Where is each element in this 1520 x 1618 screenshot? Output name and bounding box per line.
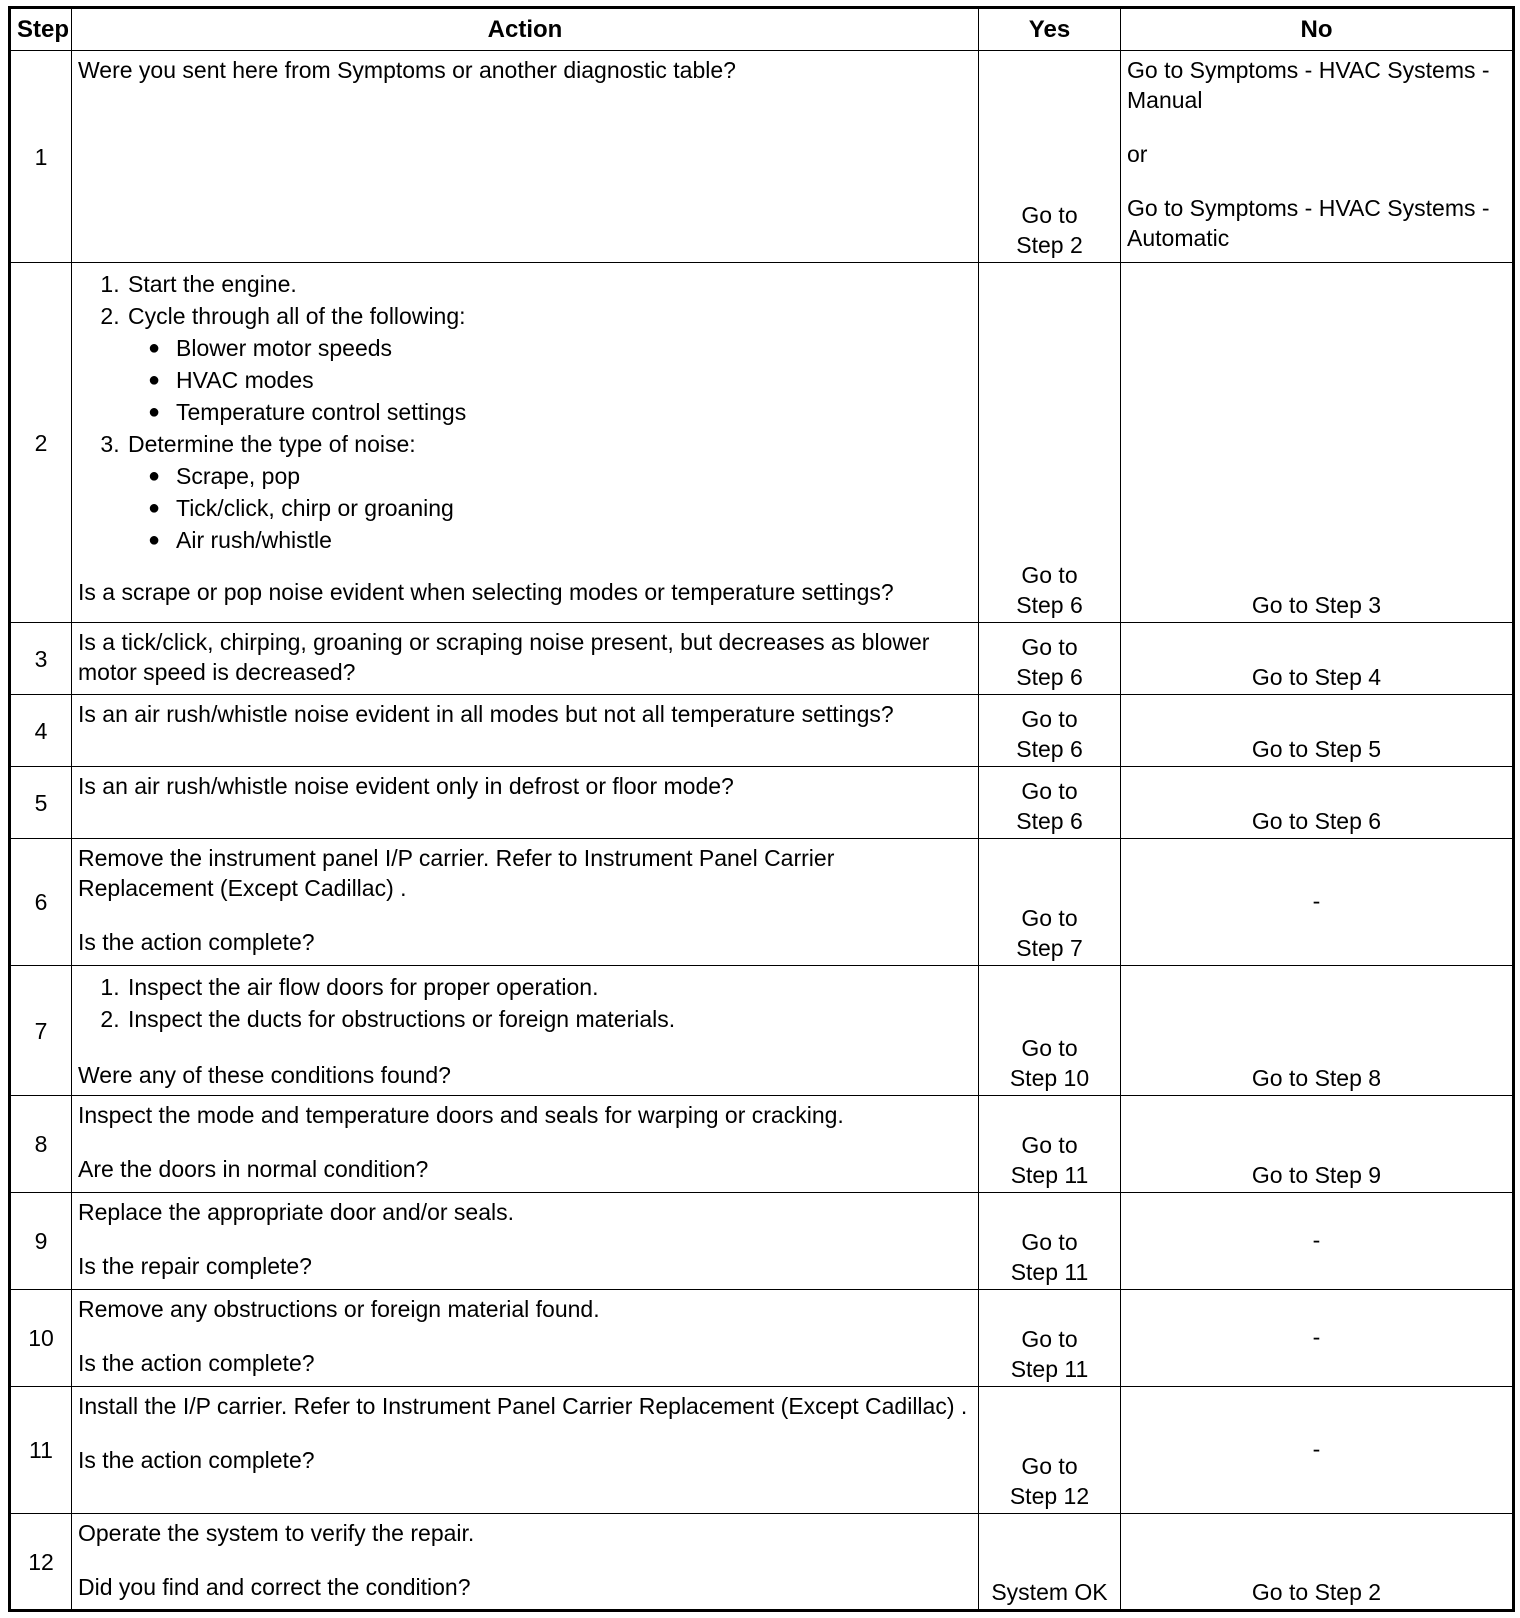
table-row: [10, 1514, 1514, 1611]
no-cell: [1121, 51, 1514, 263]
header-no: No: [1121, 8, 1514, 51]
step-number: 6: [10, 839, 72, 966]
yes-cell: [979, 1290, 1121, 1387]
action-question: Did you find and correct the condition?: [78, 1574, 471, 1600]
step-number: 5: [10, 767, 72, 839]
no-cell: Go to Step 6: [1121, 767, 1514, 839]
bullet-list: [128, 461, 972, 555]
yes-line: Step 7: [1016, 935, 1083, 961]
bullet-list: [128, 333, 972, 427]
yes-line: Step 6: [1016, 592, 1083, 618]
table-row: [10, 1387, 1514, 1514]
step-number: 12: [10, 1514, 72, 1611]
yes-line: Step 11: [1010, 1356, 1089, 1382]
action-cell: [72, 1514, 979, 1611]
action-question: Is a scrape or pop noise evident when selecting modes or temperature settings?: [78, 579, 894, 605]
action-cell: [72, 695, 979, 767]
action-cell: [72, 767, 979, 839]
step-number: 8: [10, 1096, 72, 1193]
action-cell: [72, 966, 979, 1096]
yes-line: Go to: [1021, 202, 1078, 228]
yes-line: Step 11: [1010, 1259, 1089, 1285]
yes-line: Go to: [1021, 778, 1078, 804]
action-text: Inspect the mode and temperature doors and seals for warping or cracking.: [78, 1102, 844, 1128]
yes-cell: [979, 623, 1121, 695]
table-row: [10, 839, 1514, 966]
yes-line: Step 6: [1016, 664, 1083, 690]
no-cell: -: [1121, 1193, 1514, 1290]
no-cell: Go to Step 9: [1121, 1096, 1514, 1193]
yes-cell: [979, 263, 1121, 623]
table-row: [10, 767, 1514, 839]
step-number: 1: [10, 51, 72, 263]
yes-line: Go to: [1021, 1453, 1078, 1479]
bullet-item: ● Temperature control settings: [176, 397, 972, 427]
action-step: 2. Cycle through all of the following: ● Blower motor speeds ● HVAC modes ● Temperature control settings: [126, 301, 972, 427]
no-cell: Go to Step 5: [1121, 695, 1514, 767]
yes-line: Go to: [1021, 634, 1078, 660]
table-row: [10, 1290, 1514, 1387]
bullet-item: ● Tick/click, chirp or groaning: [176, 493, 972, 523]
bullet-item: ● Blower motor speeds: [176, 333, 972, 363]
action-cell: [72, 839, 979, 966]
yes-line: Go to: [1021, 562, 1078, 588]
yes-line: Step 2: [1016, 232, 1083, 258]
yes-line: Step 12: [1009, 1483, 1090, 1509]
action-text: Is an air rush/whistle noise evident in all modes but not all temperature settings?: [78, 701, 894, 727]
action-step: 1. Inspect the air flow doors for proper operation.: [126, 972, 972, 1002]
step-number: 10: [10, 1290, 72, 1387]
yes-line: Go to: [1021, 706, 1078, 732]
action-step: 1. Start the engine.: [126, 269, 972, 299]
table-row: [10, 966, 1514, 1096]
yes-cell: [979, 1193, 1121, 1290]
step-number: 3: [10, 623, 72, 695]
action-step: 2. Inspect the ducts for obstructions or foreign materials.: [126, 1004, 972, 1034]
action-text: Operate the system to verify the repair.: [78, 1520, 475, 1546]
action-cell: [72, 623, 979, 695]
yes-line: Go to: [1021, 1229, 1078, 1255]
bullet-item: ● Air rush/whistle: [176, 525, 972, 555]
action-cell: [72, 263, 979, 623]
action-question: Is the action complete?: [78, 929, 315, 955]
no-cell: -: [1121, 1387, 1514, 1514]
yes-cell: [979, 767, 1121, 839]
action-steps: [78, 972, 972, 1034]
bullet-item: ● Scrape, pop: [176, 461, 972, 491]
table-row: [10, 51, 1514, 263]
action-cell: [72, 1290, 979, 1387]
action-question: Is the repair complete?: [78, 1253, 312, 1279]
no-or: or: [1127, 141, 1148, 167]
action-text: Is an air rush/whistle noise evident only in defrost or floor mode?: [78, 773, 734, 799]
action-text: Install the I/P carrier. Refer to Instrument Panel Carrier Replacement (Except Cadillac) .: [78, 1393, 968, 1419]
action-cell: [72, 1193, 979, 1290]
action-question: Is the action complete?: [78, 1447, 315, 1473]
action-text: Replace the appropriate door and/or seals.: [78, 1199, 515, 1225]
step-number: 11: [10, 1387, 72, 1514]
step-number: 9: [10, 1193, 72, 1290]
yes-line: Step 10: [1009, 1065, 1090, 1091]
header-action: Action: [72, 8, 979, 51]
action-text: Remove any obstructions or foreign material found.: [78, 1296, 600, 1322]
action-question: Are the doors in normal condition?: [78, 1156, 429, 1182]
no-cell: Go to Step 4: [1121, 623, 1514, 695]
header-yes: Yes: [979, 8, 1121, 51]
step-number: 4: [10, 695, 72, 767]
no-option: Go to Symptoms - HVAC Systems - Automatic: [1127, 195, 1490, 251]
diagnostic-table: [8, 6, 1515, 1612]
action-cell: [72, 1096, 979, 1193]
yes-cell: [979, 695, 1121, 767]
action-cell: [72, 1387, 979, 1514]
yes-line: Go to: [1021, 905, 1078, 931]
no-cell: Go to Step 8: [1121, 966, 1514, 1096]
yes-line: Step 6: [1016, 808, 1083, 834]
yes-line: Step 6: [1016, 736, 1083, 762]
yes-line: Go to: [1021, 1035, 1078, 1061]
action-question: Were any of these conditions found?: [78, 1062, 451, 1088]
header-row: [10, 8, 1514, 51]
yes-line: Go to: [1021, 1132, 1078, 1158]
step-number: 7: [10, 966, 72, 1096]
no-cell: -: [1121, 1290, 1514, 1387]
action-question: Is the action complete?: [78, 1350, 315, 1376]
action-step: 3. Determine the type of noise: ● Scrape, pop ● Tick/click, chirp or groaning ● Air rush/whistle: [126, 429, 972, 555]
yes-cell: [979, 839, 1121, 966]
yes-line: System OK: [991, 1579, 1108, 1605]
yes-cell: [979, 1096, 1121, 1193]
table-row: [10, 1193, 1514, 1290]
action-text: Remove the instrument panel I/P carrier. Refer to Instrument Panel Carrier Replacement (Except Cadillac) .: [78, 845, 835, 901]
table-row: [10, 263, 1514, 623]
no-option: Go to Symptoms - HVAC Systems - Manual: [1127, 57, 1490, 113]
table-row: [10, 695, 1514, 767]
yes-cell: [979, 1514, 1121, 1611]
no-cell: Go to Step 2: [1121, 1514, 1514, 1611]
yes-cell: [979, 966, 1121, 1096]
yes-cell: [979, 51, 1121, 263]
yes-cell: [979, 1387, 1121, 1514]
action-cell: [72, 51, 979, 263]
no-cell: Go to Step 3: [1121, 263, 1514, 623]
yes-line: Step 11: [1010, 1162, 1089, 1188]
yes-line: Go to: [1021, 1326, 1078, 1352]
action-steps: [78, 269, 972, 555]
action-text: Is a tick/click, chirping, groaning or scraping noise present, but decreases as blower motor speed is decreased?: [78, 629, 930, 685]
bullet-item: ● HVAC modes: [176, 365, 972, 395]
header-step: Step: [10, 8, 72, 51]
step-number: 2: [10, 263, 72, 623]
no-cell: -: [1121, 839, 1514, 966]
action-text: Were you sent here from Symptoms or another diagnostic table?: [78, 57, 736, 83]
table-row: [10, 623, 1514, 695]
table-row: [10, 1096, 1514, 1193]
